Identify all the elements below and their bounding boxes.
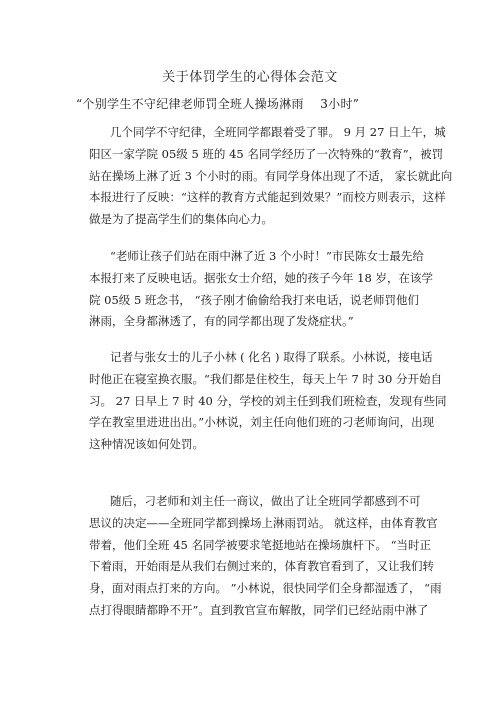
text-line: 学在教室里进进出出。”小林说，刘主任向他们班的刁老师询问，出现 [89,415,435,430]
text-line: 本报打来了反映电话。据张女士介绍，她的孩子今年 18 岁，在该学 [89,270,433,285]
text-line: 这种情况该如何处罚。 [89,437,204,452]
text-line: 本报进行了反映：“这样的教育方式能起到效果？”而校方则表示，这样 [89,190,446,205]
paragraph-2 [89,246,433,333]
text-line: 点打得眼睛都睁不开”。直到教官宣布解散，同学们已经站雨中淋了 [89,602,429,617]
text-line: 淋雨，全身都淋透了，有的同学都出现了发烧症状。” [89,314,354,329]
text-line: 时他正在寝室换衣服。“我们都是住校生，每天上午 7 时 30 分开始自 [89,371,442,386]
text-line: 带着，他们全班 45 名同学被要求笔挺地站在操场旗杆下。 “当时正 [89,537,431,552]
text-line: 身，面对雨点打来的方向。 ”小林说，很快同学们全身都湿透了， “雨 [89,581,442,596]
text-line: 做是为了提高学生们的集体向心力。 [89,212,273,227]
text-line: 随后，刁老师和刘主任一商议，做出了让全班同学都感到不可 [110,494,421,508]
paragraph-3 [89,347,447,456]
text-line: 阳区一家学院 05级 5 班的 45 名同学经历了一次特殊的“教育”，被罚 [89,146,444,161]
page-subtitle: “个别学生不守纪律老师罚全班人操场淋雨 3小时” [76,97,360,111]
text-line: “老师让孩子们站在雨中淋了近 3 个小时！”市民陈女士最先给 [110,249,424,263]
paragraph-4 [89,491,442,622]
text-line: 记者与张女士的儿子小林 ( 化名 ) 取得了联系。小林说，接电话 [110,350,433,364]
text-line: 思议的决定——全班同学都到操场上淋雨罚站。 就这样，由体育教官 [89,515,438,530]
page-title: 关于体罚学生的心得体会范文 [162,70,338,85]
text-line: 几个同学不守纪律，全班同学都跟着受了罪。 9 月 27 日上午，城 [110,125,446,139]
text-line: 下着雨，开始雨是从我们右侧过来的，体育教官看到了，又让我们转 [89,559,434,574]
text-line: 习。 27 日早上 7 时 40 分，学校的刘主任到我们班检查，发现有些同 [89,393,447,408]
text-line: 院 05级 5 班念书， “孩子刚才偷偷给我打来电话，说老师罚他们 [89,292,419,307]
text-line: 站在操场上淋了近 3 个小时的雨。有同学身体出现了不适， 家长就此向 [89,168,453,183]
paragraph-1 [89,122,453,231]
